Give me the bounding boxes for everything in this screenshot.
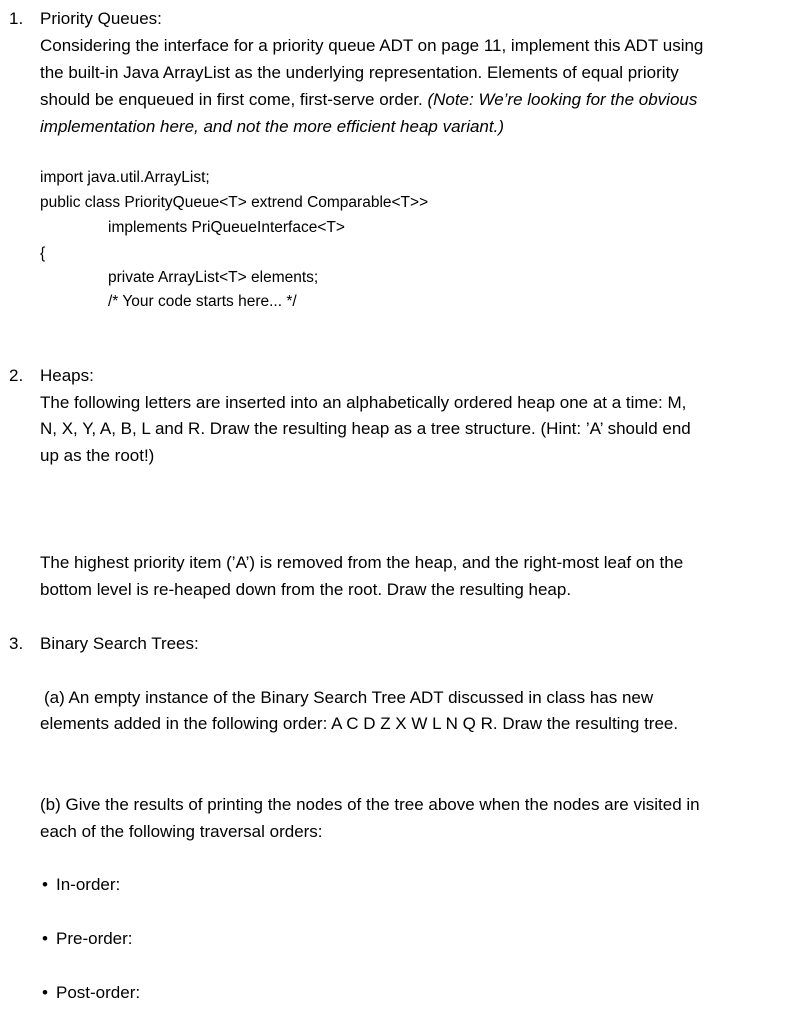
question-2-line-2: N, X, Y, A, B, L and R. Draw the resulting heap as a tree structure. (Hint: ’A’ should end bbox=[40, 419, 691, 438]
question-1-note-end: implementation here, and not the more efficient heap variant.) bbox=[40, 117, 504, 136]
question-2-followup-line-2: bottom level is re-heaped down from the root. Draw the resulting heap. bbox=[40, 580, 572, 599]
question-3a-line-1: (a) An empty instance of the Binary Search Tree ADT discussed in class has new bbox=[44, 688, 654, 707]
traversal-item-pre-order bbox=[42, 925, 133, 952]
question-2-title: Heaps: bbox=[40, 366, 94, 385]
question-2-number: 2. bbox=[9, 366, 24, 385]
traversal-item-post-order bbox=[42, 979, 140, 1006]
code-line-1: import java.util.ArrayList; bbox=[40, 169, 210, 186]
code-line-4: { bbox=[40, 245, 46, 262]
question-2-line-1: The following letters are inserted into an alphabetically ordered heap one at a time: M, bbox=[40, 393, 687, 412]
traversal-item-in-order bbox=[42, 871, 120, 898]
question-2-line-3: up as the root!) bbox=[40, 446, 155, 465]
question-3b-line-2: each of the following traversal orders: bbox=[40, 822, 323, 841]
question-3-number: 3. bbox=[9, 634, 24, 653]
code-line-5: private ArrayList<T> elements; bbox=[108, 269, 319, 286]
question-1-title: Priority Queues: bbox=[40, 9, 162, 28]
traversal-label: Post-order: bbox=[56, 983, 141, 1002]
bullet-icon: • bbox=[42, 929, 48, 948]
code-line-2: public class PriorityQueue<T> extrend Comparable<T>> bbox=[40, 194, 429, 211]
question-3a-line-2: elements added in the following order: A C D Z X W L N Q R. Draw the resulting tree. bbox=[40, 714, 679, 733]
bullet-icon: • bbox=[42, 875, 48, 894]
traversal-label: Pre-order: bbox=[56, 929, 133, 948]
question-3-title: Binary Search Trees: bbox=[40, 634, 199, 653]
code-line-3: implements PriQueueInterface<T> bbox=[108, 219, 345, 236]
question-2-followup-line-1: The highest priority item (’A’) is removed from the heap, and the right-most leaf on the bbox=[40, 553, 684, 572]
question-3b-line-1: (b) Give the results of printing the nodes of the tree above when the nodes are visited in bbox=[40, 795, 700, 814]
question-1-line-2: the built-in Java ArrayList as the underlying representation. Elements of equal priority bbox=[40, 63, 679, 82]
question-1-line-1: Considering the interface for a priority queue ADT on page 11, implement this ADT using bbox=[40, 36, 704, 55]
question-1-line-3 bbox=[40, 86, 697, 113]
question-1-line-3-text: should be enqueued in first come, first-serve order. bbox=[40, 90, 423, 109]
code-line-6: /* Your code starts here... */ bbox=[108, 293, 297, 310]
bullet-icon: • bbox=[42, 983, 48, 1002]
question-1-number: 1. bbox=[9, 9, 24, 28]
question-1-note-start: (Note: We’re looking for the obvious bbox=[427, 90, 698, 109]
traversal-label: In-order: bbox=[56, 875, 121, 894]
